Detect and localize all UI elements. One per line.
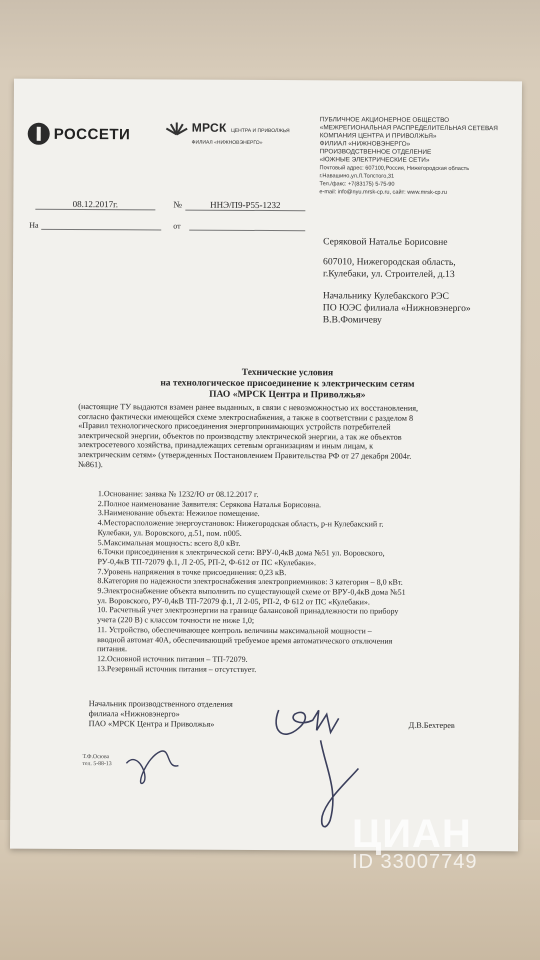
condition-item: 1.Основание: заявка № 1232/Ю от 08.12.2017 г. bbox=[97, 489, 259, 499]
condition-item: 7.Уровень напряжения в точке присоединения: 0,23 кВ. bbox=[97, 566, 287, 577]
mrsk-logo-big: МРСК bbox=[191, 120, 227, 135]
condition-item: 8.Категория по надежности электроснабжения электроприемников: 3 категория – 8,0 кВт. bbox=[97, 576, 403, 588]
condition-item: вводной автомат 40А, обеспечивающий требуемое время автоматического отключения bbox=[97, 634, 393, 646]
title-line: ПАО «МРСК Центра и Приволжья» bbox=[209, 389, 366, 401]
organization-details bbox=[319, 116, 514, 197]
org-line: ПУБЛИЧНОЕ АКЦИОНЕРНОЕ ОБЩЕСТВО bbox=[319, 116, 450, 124]
org-line: Тел./факс: +7(83175) 5-75-90 bbox=[319, 181, 395, 188]
org-line: e-mail: info@nyu.mrsk-cp.ru, сайт: www.mrsk-cp.ru bbox=[319, 189, 448, 196]
condition-item: РУ-0,4кВ ТП-72079 ф.1, Л 2-05, РП-2, Ф-612 от ПС «Кулебаки». bbox=[97, 557, 317, 568]
intro-line: «Правил технологического присоединения энергопринимающих устройств потребителей bbox=[78, 421, 391, 432]
org-line: «ЮЖНЫЕ ЭЛЕКТРИЧЕСКИЕ СЕТИ» bbox=[319, 156, 430, 164]
intro-line: электросетевого хозяйства, принадлежащих сетевым организациям и иным лицам, к bbox=[78, 440, 374, 451]
rosseti-logo bbox=[28, 123, 131, 146]
recipient-line: 607010, Нижегородская область, bbox=[323, 256, 456, 268]
ot-line bbox=[189, 230, 305, 232]
org-line: Почтовый адрес: 607100,Россия, Нижегородская область bbox=[319, 165, 470, 173]
title-line: Технические условия bbox=[241, 367, 334, 379]
rosseti-logo-text: РОССЕТИ bbox=[53, 125, 131, 143]
recipient-line: В.В.Фомичеву bbox=[322, 314, 382, 326]
signature-line: Начальник производственного отделения bbox=[88, 699, 233, 709]
org-line: г.Навашино,ул.Л.Толстого,31 bbox=[319, 173, 395, 180]
signature-block bbox=[89, 699, 233, 730]
recipient-line: г.Кулебаки, ул. Строителей, д.13 bbox=[322, 268, 455, 280]
na-line bbox=[41, 229, 161, 231]
condition-item: учета (220 В) с классом точности не ниже 1,0; bbox=[97, 615, 255, 626]
intro-line: согласно фактически имеющейся схеме электроснабжения, а также в соответствии с разделом 8 bbox=[78, 411, 414, 423]
condition-item: 13.Резервный источник питания – отсутствует. bbox=[96, 663, 257, 674]
executor-phone: тел. 5-88-13 bbox=[82, 761, 112, 768]
cian-watermark bbox=[352, 812, 478, 874]
org-line: ФИЛИАЛ «НИЖНОВЭНЕРГО» bbox=[319, 140, 411, 148]
condition-item: 4.Месторасположение энергоустановок: Нижегородская область, р-н Кулебакский г. bbox=[97, 518, 384, 529]
number-label: № bbox=[173, 199, 182, 210]
intro-line: №861). bbox=[77, 459, 103, 469]
document-date: 08.12.2017г. bbox=[35, 199, 155, 211]
condition-item: питания. bbox=[97, 644, 128, 654]
mrsk-logo-small: ЦЕНТРА И ПРИВОЛЖЬЯ bbox=[231, 127, 290, 134]
document-number: ННЭ/П9-Р55-1232 bbox=[185, 200, 305, 212]
recipient-line: Начальнику Кулебакского РЭС bbox=[322, 290, 449, 302]
wall-background bbox=[0, 0, 540, 70]
signature-line: филиала «Нижновэнерго» bbox=[88, 709, 180, 719]
recipient-line: ПО ЮЭС филиала «Нижновэнерго» bbox=[322, 302, 471, 315]
condition-item: 11. Устройство, обеспечивающее контроль величины максимальной мощности – bbox=[97, 624, 372, 636]
org-line: КОМПАНИЯ ЦЕНТРА И ПРИВОЛЖЬЯ» bbox=[319, 132, 437, 140]
intro-line: (настоящие ТУ выдаются взамен ранее выданных, в связи с невозможностью их восстановления, bbox=[78, 402, 419, 413]
signatory-name: Д.В.Бехтерев bbox=[408, 720, 455, 730]
condition-item: 9.Электроснабжение объекта выполнить по существующей схеме от ВРУ-0,4кВ дома №51 bbox=[97, 586, 406, 597]
ot-label: от bbox=[173, 221, 181, 231]
condition-item: Кулебаки, ул. Воровского, д.51, пом. п005. bbox=[97, 527, 242, 538]
condition-item: 12.Основной источник питания – ТП-72079. bbox=[96, 654, 248, 664]
condition-item: 2.Полное наименование Заявителя: Серякова Наталья Борисовна. bbox=[97, 498, 322, 509]
signature-line: ПАО «МРСК Центра и Приволжья» bbox=[88, 719, 215, 729]
cian-logo-text: ЦИАН bbox=[352, 812, 472, 856]
executor-name: Т.Ф.Осюва bbox=[82, 754, 110, 761]
na-label: На bbox=[29, 220, 39, 230]
title-line: на технологическое присоединение к электрическим сетям bbox=[160, 378, 415, 390]
condition-item: 10. Расчетный учет электроэнергии на границе балансовой принадлежности по прибору bbox=[97, 605, 399, 617]
condition-item: ул. Воровского, РУ-0,4кВ ТП-72079 ф.1, Л 2-05, РП-2, Ф 612 от ПС «Кулебаки». bbox=[97, 595, 370, 607]
rosseti-logo-icon bbox=[28, 123, 50, 145]
condition-item: 6.Точки присоединения к электрической сети: ВРУ-0,4кВ дома №51 ул. Воровского, bbox=[97, 547, 385, 558]
intro-line: электрической энергии, объектов по производству электрической энергии, а так же объектов bbox=[78, 430, 402, 442]
mrsk-sun-icon bbox=[164, 121, 190, 147]
intro-paragraph bbox=[78, 402, 488, 471]
condition-item: 5.Максимальная мощность: всего 8,0 кВт. bbox=[97, 537, 241, 548]
recipient-block bbox=[323, 236, 471, 327]
executor-info bbox=[82, 754, 111, 768]
document-sheet bbox=[10, 79, 522, 852]
document-title bbox=[92, 367, 482, 402]
org-line: «МЕЖРЕГИОНАЛЬНАЯ РАСПРЕДЕЛИТЕЛЬНАЯ СЕТЕВАЯ bbox=[319, 124, 498, 133]
cian-listing-id: ID 33007749 bbox=[352, 851, 478, 873]
mrsk-logo-sub: ФИЛИАЛ «НИЖНОВЭНЕРГО» bbox=[191, 139, 263, 146]
mrsk-logo bbox=[164, 121, 290, 148]
recipient-line: Серяковой Наталье Борисовне bbox=[323, 236, 448, 248]
conditions-list bbox=[97, 489, 493, 675]
executor-signature bbox=[120, 739, 190, 789]
intro-line: электрическим сетям» (утвержденных Постановлением Правительства РФ от 27 декабря 2004г. bbox=[78, 449, 412, 461]
org-line: ПРОИЗВОДСТВЕННОЕ ОТДЕЛЕНИЕ bbox=[319, 148, 432, 156]
condition-item: 3.Наименование объекта: Нежилое помещение. bbox=[97, 508, 260, 519]
